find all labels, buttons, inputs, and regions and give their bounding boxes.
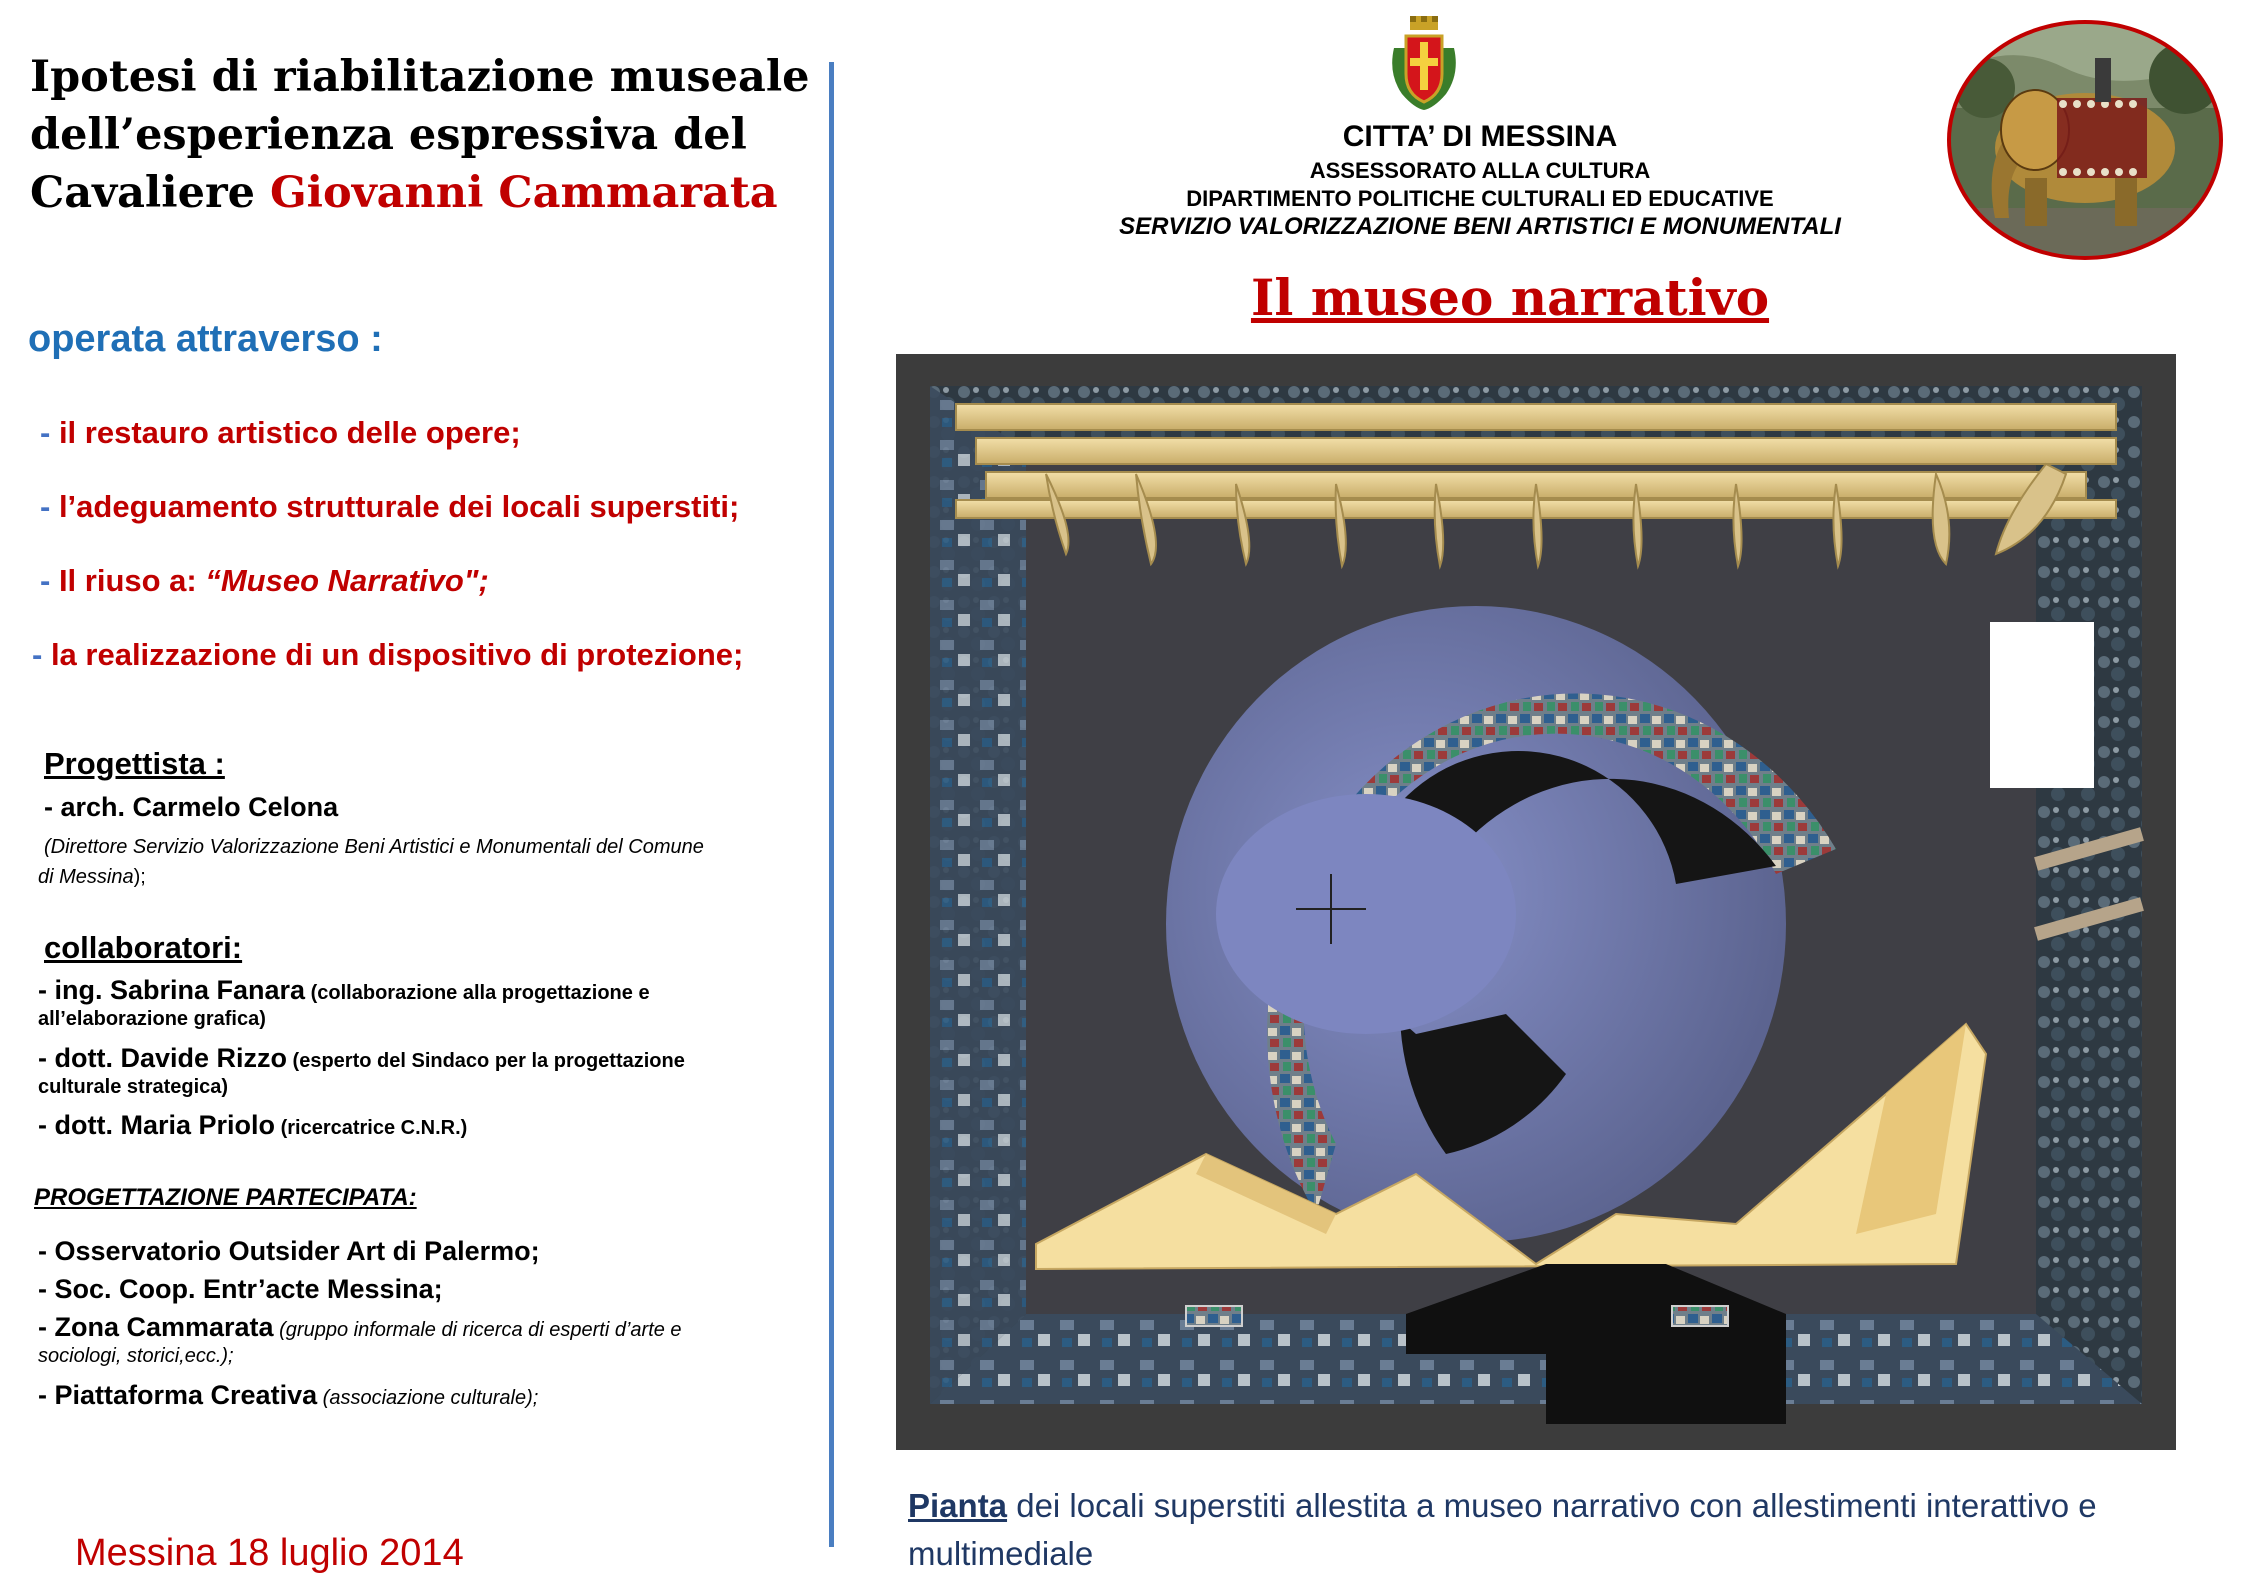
collaboratore-rizzo: - dott. Davide Rizzo (esperto del Sindaco per la progettazione culturale strategica) (38, 1043, 685, 1098)
caption-text: dei locali superstiti allestita a museo narrativo con allestimenti interattivo e multimediale (908, 1487, 2097, 1572)
title-line-3 (30, 164, 830, 222)
partecipata-osservatorio: - Osservatorio Outsider Art di Palermo; (38, 1236, 540, 1266)
partecipata-zona: - Zona Cammarata (gruppo informale di ricerca di esperti d’arte e sociologi, storici,ecc.); (38, 1312, 682, 1367)
header-city: CITTA’ DI MESSINA (1342, 120, 1618, 153)
title-line-1: Ipotesi di riabilitazione museale (30, 52, 810, 102)
title-prefix: Cavaliere (30, 168, 270, 218)
header-dipartimento: DIPARTIMENTO POLITICHE CULTURALI ED EDUCATIVE (1186, 186, 1774, 211)
elephant-sculpture-image (1945, 18, 2225, 262)
partecipata-entracte: - Soc. Coop. Entr’acte Messina; (38, 1274, 443, 1304)
bullet-restauro: - il restauro artistico delle opere; (40, 415, 521, 450)
bullet-dispositivo: - la realizzazione di un dispositivo di protezione; (32, 637, 744, 672)
progettista-role-2: di Messina); (38, 866, 146, 888)
bullet-adeguamento: - l’adeguamento strutturale dei locali superstiti; (40, 489, 740, 524)
operata-heading: operata attraverso : (28, 318, 383, 360)
date: Messina 18 luglio 2014 (75, 1532, 464, 1574)
collaboratore-fanara: - ing. Sabrina Fanara (collaborazione alla progettazione e all’elaborazione grafica) (38, 975, 650, 1030)
partecipata-heading: PROGETTAZIONE PARTECIPATA: (34, 1184, 417, 1211)
collaboratori-heading: collaboratori: (44, 930, 243, 965)
progettista-role-1: (Direttore Servizio Valorizzazione Beni Artistici e Monumentali del Comune (44, 836, 704, 858)
city-crest-icon (1386, 14, 1462, 114)
partecipata-piattaforma: - Piattaforma Creativa (associazione culturale); (38, 1380, 539, 1410)
artist-name: Giovanni Cammarata (269, 168, 778, 218)
plan-caption (908, 1482, 2198, 1578)
progettista-heading: Progettista : (44, 746, 225, 781)
museum-floor-plan-image (896, 354, 2176, 1450)
divider-line (829, 62, 834, 1547)
header-servizio: SERVIZIO VALORIZZAZIONE BENI ARTISTICI E MONUMENTALI (1119, 213, 1841, 240)
main-title (30, 48, 830, 222)
caption-lead: Pianta (908, 1487, 1008, 1524)
title-line-2: dell’esperienza espressiva del (30, 110, 747, 160)
progettista-name: - arch. Carmelo Celona (44, 792, 339, 822)
header-assessorato: ASSESSORATO ALLA CULTURA (1309, 158, 1651, 183)
bullet-riuso: - Il riuso a: “Museo Narrativo"; (40, 563, 489, 598)
collaboratore-priolo: - dott. Maria Priolo (ricercatrice C.N.R.) (38, 1110, 468, 1140)
museo-title: Il museo narrativo (1250, 268, 1770, 327)
